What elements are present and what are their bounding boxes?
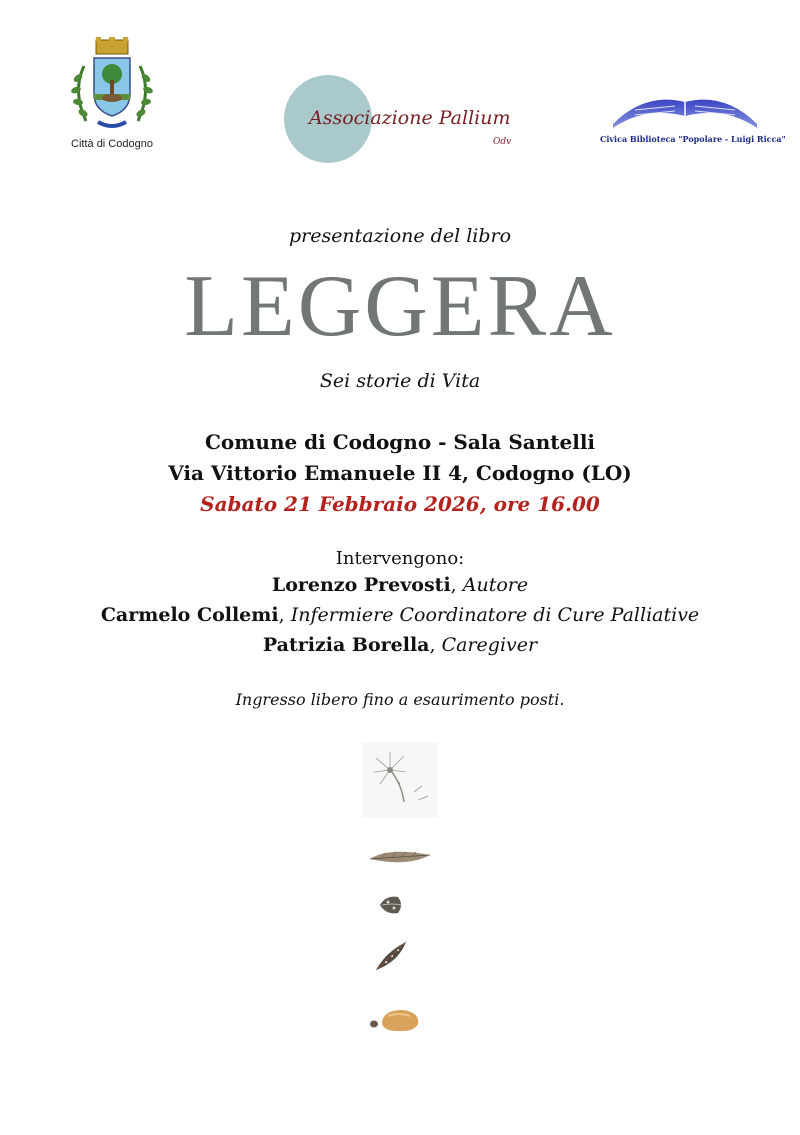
speakers-label: Intervengono: xyxy=(335,548,465,569)
speaker-role: Infermiere Coordinatore di Cure Palliative xyxy=(290,604,700,626)
book-title: LEGGERA xyxy=(184,258,616,355)
leaf-icon xyxy=(376,893,406,917)
pallium-suffix: Odv xyxy=(493,137,512,147)
speaker-name: Lorenzo Prevosti xyxy=(271,574,451,596)
stone-icon xyxy=(366,1004,424,1034)
venue-name: Comune di Codogno - Sala Santelli xyxy=(204,430,596,454)
pallium-logo xyxy=(284,75,524,165)
pallium-name: Associazione Pallium xyxy=(309,107,511,129)
speaker-role: Autore xyxy=(462,574,529,596)
intro-text: presentazione del libro xyxy=(288,225,512,247)
speaker-role: Caregiver xyxy=(441,634,538,656)
speaker-name: Patrizia Borella xyxy=(262,634,430,656)
small-feather-icon xyxy=(372,938,410,974)
speaker-item: Lorenzo Prevosti, Autore xyxy=(271,574,529,596)
library-logo xyxy=(600,88,786,144)
library-caption: Civica Biblioteca "Popolare - Luigi Ricca" xyxy=(600,134,786,144)
venue-address: Via Vittorio Emanuele II 4, Codogno (LO) xyxy=(168,461,632,485)
dandelion-icon xyxy=(362,742,438,818)
open-book-icon xyxy=(605,88,765,132)
coat-of-arms-icon xyxy=(64,36,160,136)
codogno-logo xyxy=(62,36,162,150)
feather-icon xyxy=(368,845,434,869)
speaker-item: Patrizia Borella, Caregiver xyxy=(262,634,538,656)
event-date: Sabato 21 Febbraio 2026, ore 16.00 xyxy=(200,492,600,516)
speaker-name: Carmelo Collemi xyxy=(100,604,279,626)
book-subtitle: Sei storie di Vita xyxy=(319,370,481,392)
speaker-item: Carmelo Collemi, Infermiere Coordinatore di Cure Palliative xyxy=(100,604,700,626)
entry-note: Ingresso libero fino a esaurimento posti. xyxy=(235,690,565,709)
codogno-caption: Città di Codogno xyxy=(71,138,153,150)
